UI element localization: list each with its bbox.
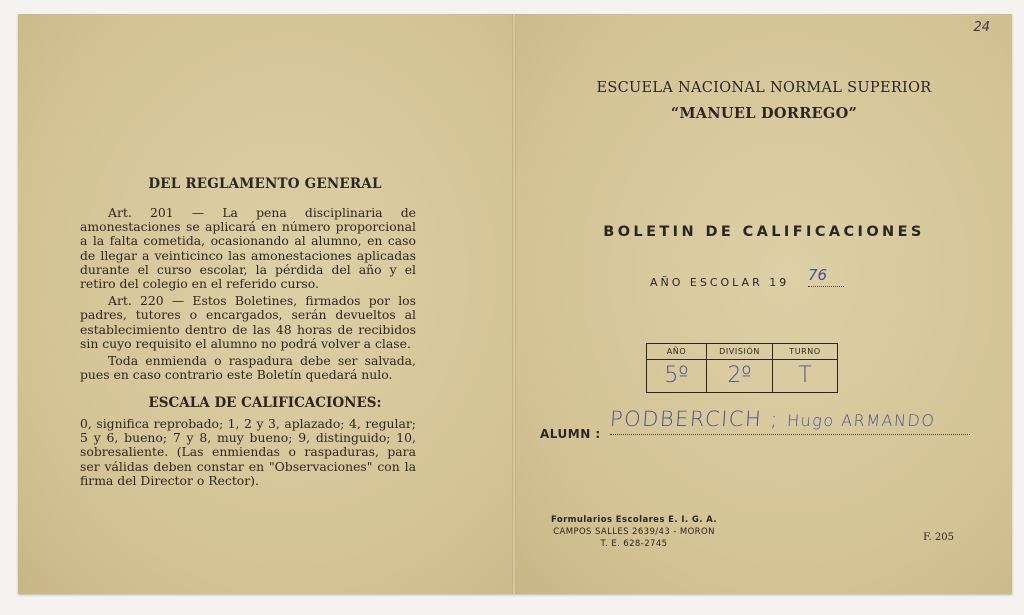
article-201: Art. 201 — La pena disciplinaria de amonestaciones se aplicará en número proporcional a la falta cometida, ocasionando al alumno, en caso de llegar a veinticinco las amonestaciones aplicadas durante el curso escolar, la pérdida del año y el retiro del colegio en el referido curso. [80, 205, 416, 292]
article-220: Art. 220 — Estos Boletines, firmados por los padres, tutores o encargados, serán devueltos al establecimiento dentro de las 48 horas de recibidos sin cuyo requisito el alumno no podrá volver a clase. [80, 293, 416, 351]
printer-info [536, 514, 732, 550]
amendment-note: Toda enmienda o raspadura debe ser salvada, pues en caso contrario este Boletín quedará nulo. [80, 353, 416, 383]
school-name: “MANUEL DORREGO” [670, 105, 858, 122]
class-grid [646, 343, 838, 393]
grid-col-year [647, 344, 707, 392]
grid-col-division [707, 344, 773, 392]
school-year-value: 76 [808, 266, 844, 287]
student-surname: PODBERCICH ; [609, 407, 780, 431]
grid-value-division: 2º [727, 363, 752, 388]
printer-phone: T. E. 628-2745 [600, 539, 668, 549]
grid-value-shift: T [798, 363, 812, 388]
grid-col-shift [773, 344, 837, 392]
form-code: F. 205 [923, 532, 954, 543]
bulletin-title: BOLETIN DE CALIFICACIONES [603, 224, 925, 240]
student-dotted-line [610, 434, 970, 435]
grading-scale-title: ESCALA DE CALIFICACIONES: [148, 395, 382, 411]
student-name [609, 407, 936, 431]
school-year-label: AÑO ESCOLAR 19 [650, 276, 790, 289]
printer-name: Formularios Escolares E. I. G. A. [550, 515, 718, 525]
student-given-name: Hugo ARMANDO [786, 411, 937, 430]
regulation-title: DEL REGLAMENTO GENERAL [148, 176, 382, 192]
left-page [18, 14, 512, 594]
report-card-sheet [18, 14, 1012, 594]
right-page [516, 14, 1012, 594]
regulation-text [80, 206, 416, 385]
grid-header-shift: TURNO [773, 344, 837, 360]
grid-value-year: 5º [664, 363, 689, 388]
school-line: ESCUELA NACIONAL NORMAL SUPERIOR [596, 80, 932, 96]
printer-address: CAMPOS SALLES 2639/43 - MORON [553, 527, 715, 537]
student-label: ALUMN : [540, 427, 601, 441]
page-number: 24 [973, 20, 990, 35]
grid-header-division: DIVISIÓN [707, 344, 772, 360]
grading-scale-text: 0, significa reprobado; 1, 2 y 3, aplazado; 4, regular; 5 y 6, bueno; 7 y 8, muy bueno; 9, distinguido; 10, sobresaliente. (Las enmiendas o raspaduras, para ser válidas deben constar en "Observaciones" con la firma del Director o Rector). [80, 416, 416, 488]
grid-header-year: AÑO [647, 344, 706, 360]
